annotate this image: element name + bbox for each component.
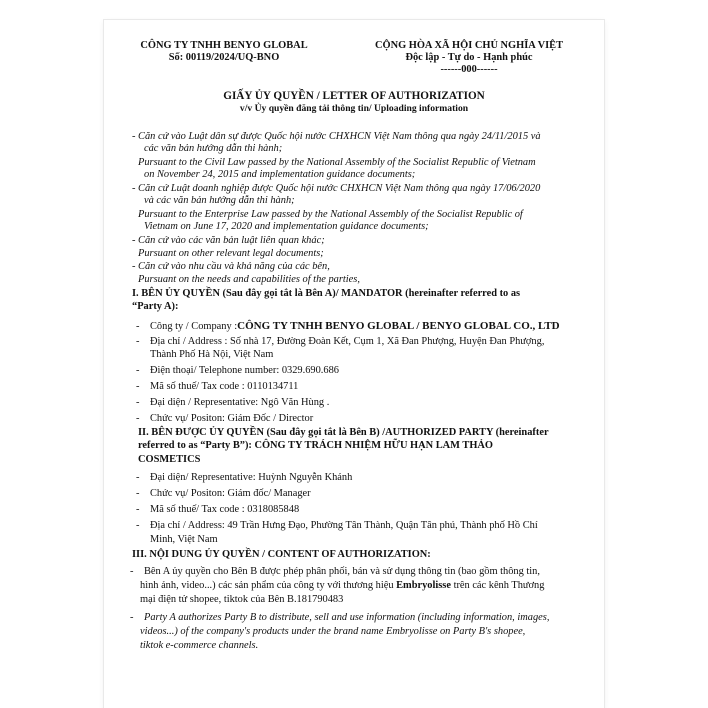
bullet-dash: - xyxy=(136,413,140,424)
company-name: CÔNG TY TNHH BENYO GLOBAL xyxy=(140,40,308,51)
party-b-tax-row xyxy=(136,504,299,516)
bullet-dash: - xyxy=(136,472,140,483)
content-vn-line-2b: trên các kênh Thương xyxy=(450,580,545,591)
basis-civil-law-en-2: on November 24, 2015 and implementation guidance documents; xyxy=(144,169,416,180)
bullet-dash: - xyxy=(136,381,140,392)
party-a-address-row xyxy=(136,336,544,348)
section-2-heading: II. BÊN ĐƯỢC ỦY QUYỀN (Sau đây gọi tắt là Bên B) /AUTHORIZED PARTY (hereinafter xyxy=(138,427,549,438)
basis-enterprise-law-en-1: Pursuant to the Enterprise Law passed by the National Assembly of the Socialist Republic of xyxy=(138,209,523,220)
national-motto: Độc lập - Tự do - Hạnh phúc xyxy=(405,52,533,63)
bullet-dash: - xyxy=(130,612,134,623)
bullet-dash: - xyxy=(136,336,140,347)
bullet-dash: - xyxy=(136,520,140,531)
party-b-position: Chức vụ/ Positon: Giám đốc/ Manager xyxy=(150,488,311,499)
content-vn-row xyxy=(130,566,540,578)
party-a-phone-row xyxy=(136,365,339,377)
content-vn-line-3: mại điện tử shopee, tiktok của Bên B.181790483 xyxy=(140,594,344,605)
party-a-rep: Đại diện / Representative: Ngô Văn Hùng . xyxy=(150,397,330,408)
basis-enterprise-law-vn-2: và các văn bản hướng dẫn thi hành; xyxy=(144,195,295,206)
party-b-address-cont: Minh, Việt Nam xyxy=(150,534,218,545)
section-1-heading: I. BÊN ỦY QUYỀN (Sau đây gọi tắt là Bên A)/ MANDATOR (hereinafter referred to as xyxy=(132,288,521,299)
content-en-line-1: Party A authorizes Party B to distribute, sell and use information (including information, images, xyxy=(144,612,550,623)
basis-other-laws-vn: - Căn cứ vào các văn bản luật liên quan khác; xyxy=(132,235,325,246)
party-b-address-row xyxy=(136,520,538,532)
bullet-dash: - xyxy=(130,566,134,577)
basis-enterprise-law-vn-1: - Căn cứ Luật doanh nghiệp được Quốc hội nước CHXHCN Việt Nam thông qua ngày 17/06/2020 xyxy=(132,183,541,194)
basis-enterprise-law-en-2: Vietnam on June 17, 2020 and implementation guidance documents; xyxy=(144,221,429,232)
party-b-tax: Mã số thuế/ Tax code : 0318085848 xyxy=(150,504,300,515)
basis-other-laws-en: Pursuant on other relevant legal documents; xyxy=(138,248,324,259)
basis-civil-law-vn-1: - Căn cứ vào Luật dân sự được Quốc hội nước CHXHCN Việt Nam thông qua ngày 24/11/2015 và xyxy=(132,131,541,142)
basis-needs-vn: - Căn cứ vào nhu cầu và khả năng của các bên, xyxy=(132,261,330,272)
party-a-tax: Mã số thuế/ Tax code : 0110134711 xyxy=(150,381,299,392)
document-number: Số: 00119/2024/UQ-BNO xyxy=(168,52,280,63)
document-page xyxy=(104,20,604,708)
party-a-tax-row xyxy=(136,381,298,393)
bullet-dash: - xyxy=(136,488,140,499)
national-title: CỘNG HÒA XÃ HỘI CHỦ NGHĨA VIỆT xyxy=(374,40,564,51)
party-a-company-row xyxy=(136,320,560,333)
party-a-address: Địa chỉ / Address : Số nhà 17, Đường Đoàn Kết, Cụm 1, Xã Đan Phượng, Huyện Đan Phượng, xyxy=(150,336,545,347)
section-2-heading-company: COSMETICS xyxy=(138,454,201,465)
party-a-company-label: Công ty / Company : xyxy=(150,321,238,332)
section-1-heading-cont: “Party A): xyxy=(132,301,179,312)
party-a-position-row xyxy=(136,413,313,425)
content-en-line-3: tiktok e-commerce channels. xyxy=(140,640,259,651)
party-b-address: Địa chỉ / Address: 49 Trần Hưng Đạo, Phường Tân Thành, Quận Tân phú, Thành phố Hồ Chí xyxy=(150,520,538,531)
content-vn-line-2a: hình ảnh, video...) các sản phẩm của công ty với thương hiệu xyxy=(140,580,397,591)
document-subtitle: v/v Ủy quyền đăng tải thông tin/ Uploading information xyxy=(239,103,469,114)
party-a-address-cont: Thành Phố Hà Nội, Việt Nam xyxy=(150,349,274,360)
bullet-dash: - xyxy=(136,365,140,376)
basis-civil-law-en-1: Pursuant to the Civil Law passed by the National Assembly of the Socialist Republic of Vietnam xyxy=(138,157,536,168)
party-b-rep: Đại diện/ Representative: Huỳnh Nguyễn Khánh xyxy=(150,472,353,483)
party-b-position-row xyxy=(136,488,311,500)
basis-needs-en: Pursuant on the needs and capabilities of the parties, xyxy=(138,274,360,285)
party-a-phone: Điện thoại/ Telephone number: 0329.690.686 xyxy=(150,365,339,376)
section-3-heading: III. NỘI DUNG ỦY QUYỀN / CONTENT OF AUTHORIZATION: xyxy=(132,549,431,560)
bullet-dash: - xyxy=(136,321,140,332)
content-en-row xyxy=(130,612,549,624)
party-a-rep-row xyxy=(136,397,329,409)
party-a-position: Chức vụ/ Positon: Giám Đốc / Director xyxy=(150,413,314,424)
bullet-dash: - xyxy=(136,504,140,515)
document-title: GIẤY ỦY QUYỀN / LETTER OF AUTHORIZATION xyxy=(223,90,485,102)
bullet-dash: - xyxy=(136,397,140,408)
basis-civil-law-vn-2: các văn bản hướng dẫn thi hành; xyxy=(144,143,283,154)
content-vn-line-2 xyxy=(140,580,544,592)
party-a-company-value: CÔNG TY TNHH BENYO GLOBAL / BENYO GLOBAL CO., LTD xyxy=(237,320,560,332)
content-vn-line-1: Bên A ủy quyền cho Bên B được phép phân phối, bán và sử dụng thông tin (bao gồm thông tin, xyxy=(144,566,540,577)
section-2-heading-cont: referred to as “Party B”): CÔNG TY TRÁCH NHIỆM HỮU HẠN LAM THẢO xyxy=(138,440,493,451)
brand-name: Embryolisse xyxy=(396,580,451,591)
motto-divider: ------000------ xyxy=(440,64,498,75)
content-en-line-2: videos...) of the company's products under the brand name Embryolisse on Party B's shopee, xyxy=(140,626,526,637)
party-b-rep-row xyxy=(136,472,352,484)
